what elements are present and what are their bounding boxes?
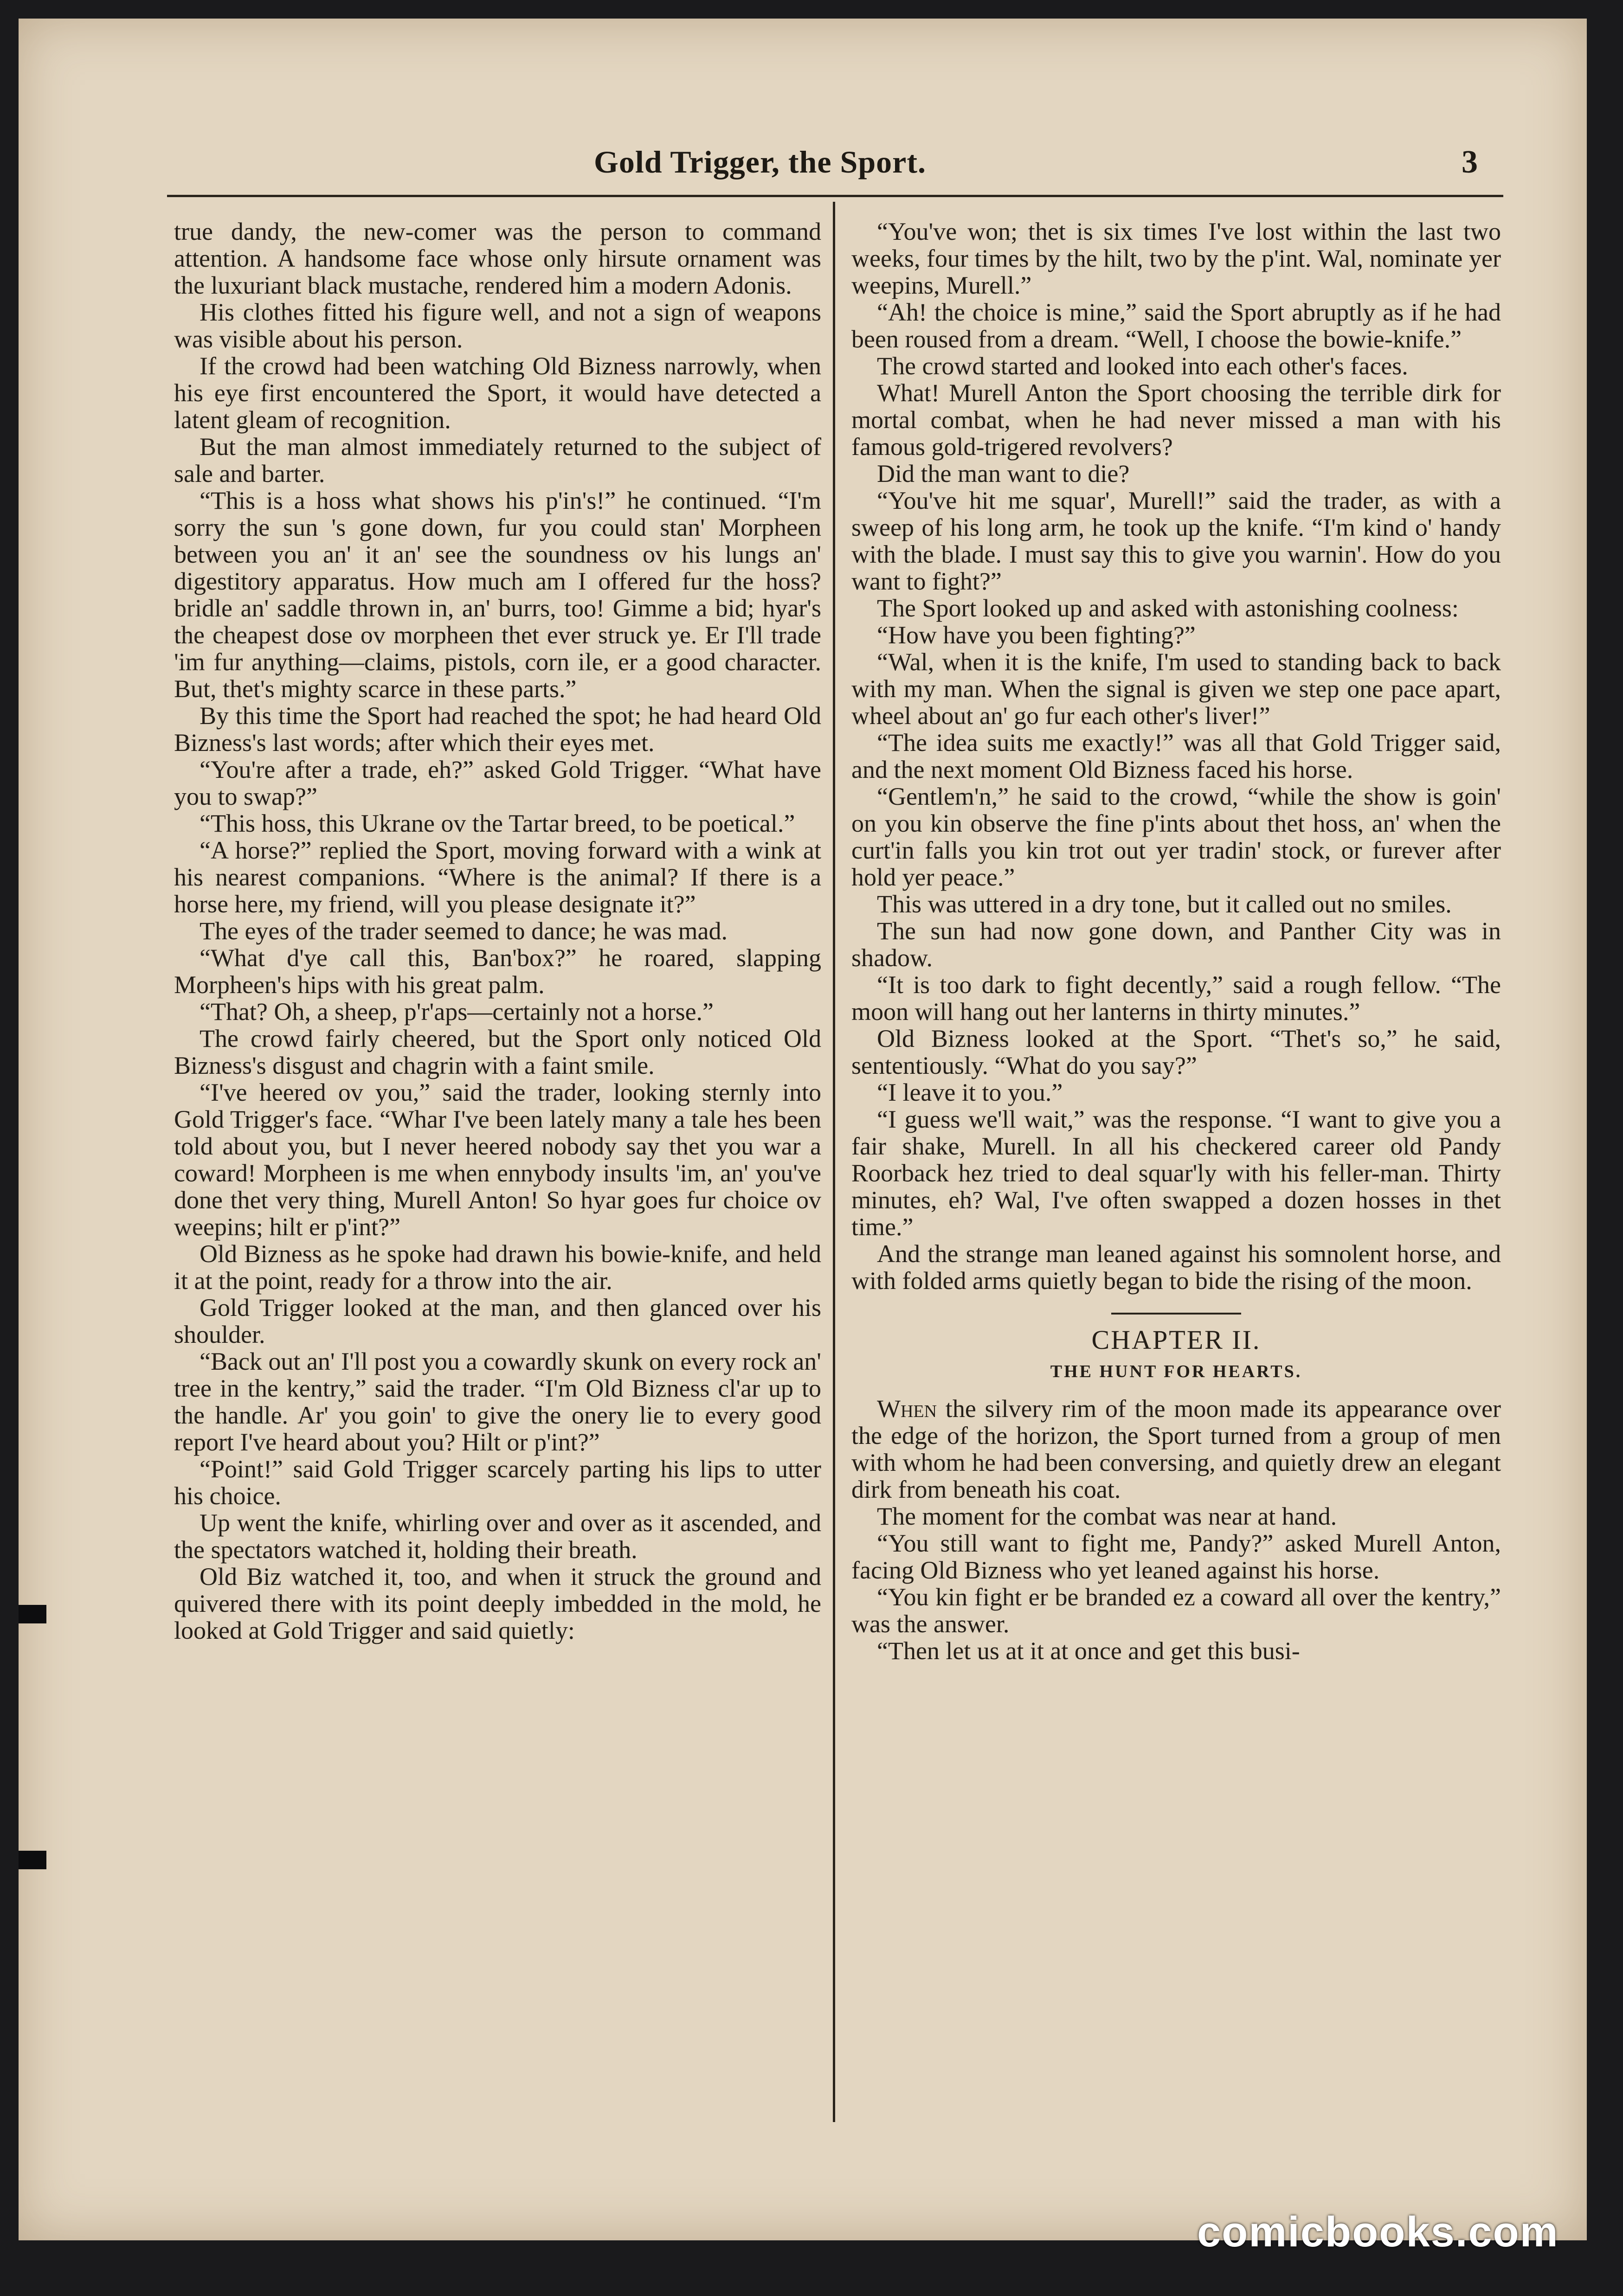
column-divider bbox=[833, 202, 835, 2122]
paragraph: “Then let us at it at once and get this busi- bbox=[877, 1637, 1300, 1665]
paragraph: “Gentlem'n,” he said to the crowd, “while the show is goin' on you kin observe the fine p'ints about thet hoss, an' when the curt'in falls you kin trot out yer tradin' stock, or furever after hold yer peace.” bbox=[851, 782, 1501, 891]
paragraph: “I leave it to you.” bbox=[877, 1078, 1063, 1106]
chapter-lead-word: When bbox=[877, 1395, 937, 1423]
chapter-first-paragraph bbox=[851, 1395, 1501, 1503]
chapter-subtitle: THE HUNT FOR HEARTS. bbox=[1050, 1362, 1302, 1381]
paragraph: “This hoss, this Ukrane ov the Tartar breed, to be poetical.” bbox=[200, 809, 795, 837]
paragraph: Old Biz watched it, too, and when it struck the ground and quivered there with its point deeply imbedded in the mold, he looked at Gold Trigger and said quietly: bbox=[174, 1563, 821, 1644]
paragraph: “I've heered ov you,” said the trader, looking sternly into Gold Trigger's face. “Whar I've been lately many a tale hes been told about you, but I never heered nobody say thet you war a coward! Morpheen is me when ennybody insults 'im, an' you've done thet very thing, Murell Anton! So hyar goes fur choice ov weepins; hilt er p'int?” bbox=[174, 1078, 821, 1241]
chapter-first-text: the silvery rim of the moon made its appearance over the edge of the horizon, the Sport turned from a group of men with whom he had been conversing, and quietly drew an elegant dirk from beneath his coat. bbox=[851, 1395, 1501, 1503]
right-column-text-before-chapter bbox=[851, 218, 1501, 1294]
paragraph: “You've won; thet is six times I've lost within the last two weeks, four times by the hilt, two by the p'int. Wal, nominate yer weepins, Murell.” bbox=[851, 218, 1501, 299]
paragraph: “You kin fight er be branded ez a coward all over the kentry,” was the answer. bbox=[851, 1583, 1501, 1638]
paragraph: “Ah! the choice is mine,” said the Sport abruptly as if he had been roused from a dream. “Well, I choose the bowie-knife.” bbox=[851, 298, 1501, 353]
paragraph: The crowd fairly cheered, but the Sport only noticed Old Bizness's disgust and chagrin with a faint smile. bbox=[174, 1025, 821, 1079]
paragraph: “What d'ye call this, Ban'box?” he roared, slapping Morpheen's hips with his great palm. bbox=[174, 944, 821, 999]
right-column-text-after-chapter bbox=[851, 1503, 1501, 1664]
page-number: 3 bbox=[1462, 144, 1478, 180]
paragraph: true dandy, the new-comer was the person to command attention. A handsome face whose only hirsute ornament was the luxuriant black mustache, rendered him a modern Adonis. bbox=[174, 218, 821, 299]
chapter-rule bbox=[1111, 1313, 1241, 1315]
paragraph: “You still want to fight me, Pandy?” asked Murell Anton, facing Old Bizness who yet leaned against his horse. bbox=[851, 1529, 1501, 1584]
paragraph: Up went the knife, whirling over and over as it ascended, and the spectators watched it, holding their breath. bbox=[174, 1509, 821, 1564]
paragraph: “This is a hoss what shows his p'in's!” he continued. “I'm sorry the sun 's gone down, fur you could stan' Morpheen between you an' it an' see the soundness ov his lungs an' digestitory apparatus. How much am I offered fur the hoss? bridle an' saddle thrown in, an' burrs, too! Gimme a bid; hyar's the cheapest dose ov morpheen thet ever struck ye. Er I'll trade 'im fur anything—claims, pistols, corn ile, er a good character. But, thet's mighty scarce in these parts.” bbox=[174, 487, 821, 703]
paragraph: “Point!” said Gold Trigger scarcely parting his lips to utter his choice. bbox=[174, 1455, 821, 1510]
running-title: Gold Trigger, the Sport. bbox=[594, 144, 926, 180]
paragraph: His clothes fitted his figure well, and not a sign of weapons was visible about his person. bbox=[174, 298, 821, 353]
paragraph: “That? Oh, a sheep, p'r'aps—certainly not a horse.” bbox=[200, 998, 714, 1026]
paragraph: And the strange man leaned against his somnolent horse, and with folded arms quietly began to bide the rising of the moon. bbox=[851, 1240, 1501, 1295]
paragraph: “Back out an' I'll post you a cowardly skunk on every rock an' tree in the kentry,” said the trader. “I'm Old Bizness cl'ar up to the handle. Ar' you goin' to give the onery lie to every good report I've heard about you? Hilt or p'int?” bbox=[174, 1347, 821, 1456]
paragraph: “A horse?” replied the Sport, moving forward with a wink at his nearest companions. “Where is the animal? If there is a horse here, my friend, will you please designate it?” bbox=[174, 836, 821, 918]
paragraph: “I guess we'll wait,” was the response. “I want to give you a fair shake, Murell. In all his checkered career old Pandy Roorback hez tried to deal squar'ly with his feller-man. Thirty minutes, eh? Wal, I've often swapped a dozen hosses in thet time.” bbox=[851, 1105, 1501, 1241]
paragraph: Did the man want to die? bbox=[877, 460, 1130, 487]
binding-tear bbox=[19, 1605, 46, 1623]
paragraph: If the crowd had been watching Old Bizness narrowly, when his eye first encountered the Sport, it would have detected a latent gleam of recognition. bbox=[174, 352, 821, 434]
paragraph: The eyes of the trader seemed to dance; he was mad. bbox=[200, 917, 728, 945]
chapter-heading: CHAPTER II. bbox=[1091, 1325, 1261, 1355]
watermark: comicbooks.com bbox=[1197, 2208, 1559, 2256]
paragraph: “The idea suits me exactly!” was all that Gold Trigger said, and the next moment Old Bizness faced his horse. bbox=[851, 729, 1501, 783]
paragraph: Old Bizness as he spoke had drawn his bowie-knife, and held it at the point, ready for a throw into the air. bbox=[174, 1240, 821, 1295]
header-rule bbox=[167, 195, 1503, 197]
left-column bbox=[174, 218, 821, 1644]
paragraph: This was uttered in a dry tone, but it called out no smiles. bbox=[877, 890, 1452, 918]
paragraph: The sun had now gone down, and Panther City was in shadow. bbox=[851, 917, 1501, 972]
paragraph: What! Murell Anton the Sport choosing the terrible dirk for mortal combat, when he had never missed a man with his famous gold-trigered revolvers? bbox=[851, 379, 1501, 461]
paragraph: “Wal, when it is the knife, I'm used to standing back to back with my man. When the signal is given we step one pace apart, wheel about an' go fur each other's liver!” bbox=[851, 648, 1501, 730]
paragraph: The crowd started and looked into each other's faces. bbox=[877, 352, 1408, 380]
paragraph: The Sport looked up and asked with astonishing coolness: bbox=[877, 594, 1459, 622]
right-column bbox=[851, 218, 1501, 1664]
paragraph: But the man almost immediately returned to the subject of sale and barter. bbox=[174, 433, 821, 487]
paragraph: The moment for the combat was near at hand. bbox=[877, 1502, 1337, 1530]
paragraph: “It is too dark to fight decently,” said a rough fellow. “The moon will hang out her lanterns in thirty minutes.” bbox=[851, 971, 1501, 1026]
page-header bbox=[19, 135, 1587, 186]
paragraph: Gold Trigger looked at the man, and then glanced over his shoulder. bbox=[174, 1294, 821, 1348]
magazine-page bbox=[19, 19, 1587, 2240]
binding-tear bbox=[19, 1851, 46, 1869]
paragraph: Old Bizness looked at the Sport. “Thet's so,” he said, sententiously. “What do you say?” bbox=[851, 1025, 1501, 1079]
paragraph: “You've hit me squar', Murell!” said the trader, as with a sweep of his long arm, he took up the knife. “I'm kind o' handy with the blade. I must say this to give you warnin'. How do you want to fight?” bbox=[851, 487, 1501, 595]
paragraph: “You're after a trade, eh?” asked Gold Trigger. “What have you to swap?” bbox=[174, 756, 821, 810]
paragraph: By this time the Sport had reached the spot; he had heard Old Bizness's last words; after which their eyes met. bbox=[174, 702, 821, 757]
paragraph: “How have you been fighting?” bbox=[877, 621, 1196, 649]
